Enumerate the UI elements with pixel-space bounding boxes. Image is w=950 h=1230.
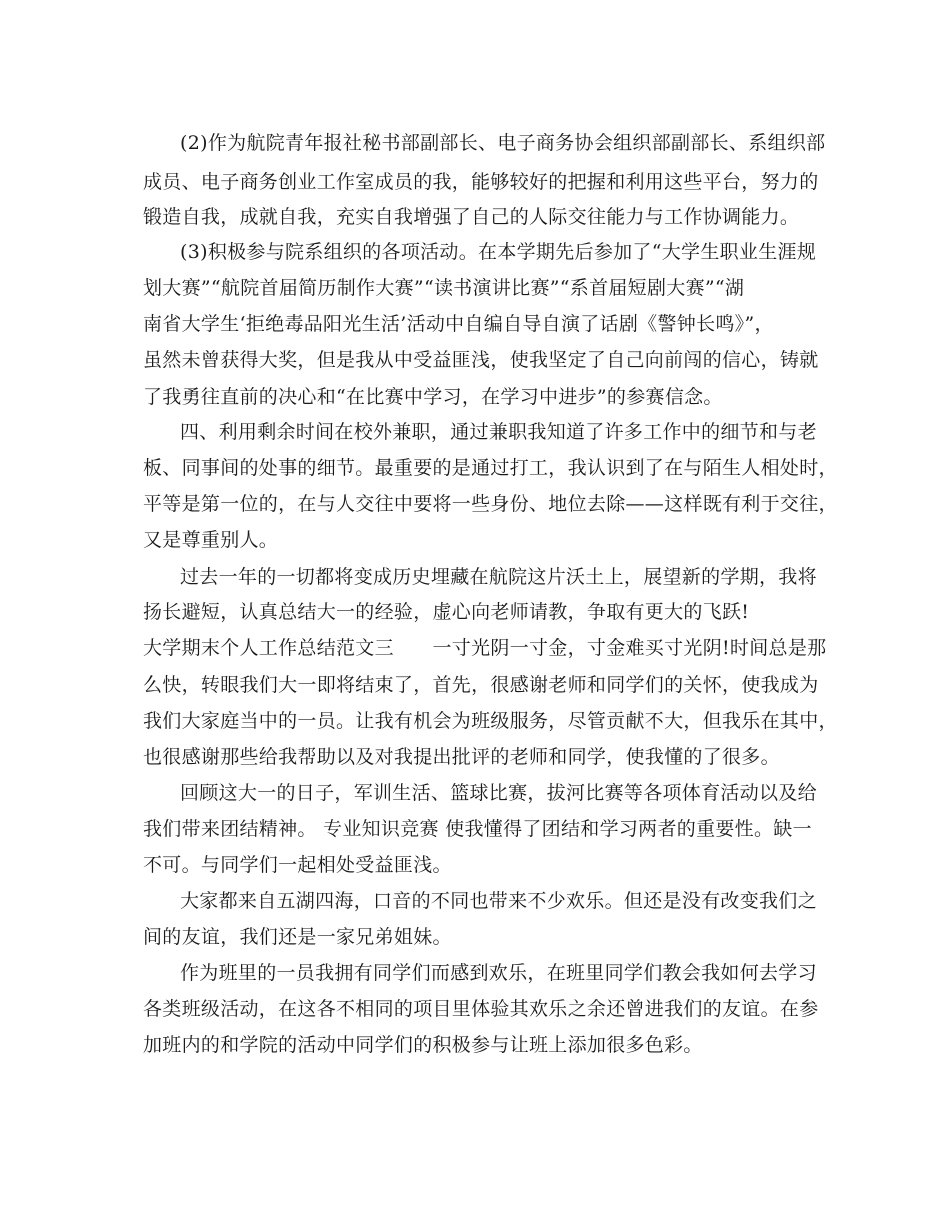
- text-line: 我们带来团结精神。 专业知识竞赛 使我懂得了团结和学习两者的重要性。缺一: [143, 818, 812, 840]
- text-line: (3)积极参与院系组织的各项活动。在本学期先后参加了“大学生职业生涯规: [180, 241, 817, 263]
- text-line: 作为班里的一员我拥有同学们而感到欢乐，在班里同学们教会我如何去学习: [180, 962, 817, 984]
- text-line: 我们大家庭当中的一员。让我有机会为班级服务，尽管贡献不大，但我乐在其中，: [143, 710, 838, 732]
- text-line: 锻造自我，成就自我，充实自我增强了自己的人际交往能力与工作协调能力。: [143, 206, 800, 228]
- text-line: 大学期末个人工作总结范文三 一寸光阴一寸金，寸金难买寸光阴!时间总是那: [143, 637, 827, 659]
- text-line: 大家都来自五湖四海，口音的不同也带来不少欢乐。但还是没有改变我们之: [180, 890, 817, 912]
- text-line: (2)作为航院青年报社秘书部副部长、电子商务协会组织部副部长、系组织部: [180, 132, 826, 154]
- text-line: 成员、电子商务创业工作室成员的我，能够较好的把握和利用这些平台，努力的: [143, 171, 819, 193]
- text-line: 南省大学生‘拒绝毒品阳光生活’活动中自编自导自演了话剧《警钟长鸣》”，: [143, 313, 774, 335]
- text-line: 扬长避短，认真总结大一的经验，虚心向老师请教，争取有更大的飞跃!: [143, 601, 750, 623]
- text-line: 四、利用剩余时间在校外兼职，通过兼职我知道了许多工作中的细节和与老: [180, 421, 817, 443]
- text-line: 过去一年的一切都将变成历史埋藏在航院这片沃土上，展望新的学期，我将: [180, 566, 817, 588]
- text-line: 又是尊重别人。: [143, 529, 279, 551]
- text-line: 各类班级活动，在这各不相同的项目里体验其欢乐之余还曾进我们的友谊。在参: [143, 998, 819, 1020]
- text-line: 加班内的和学院的活动中同学们的积极参与让班上添加很多色彩。: [143, 1034, 703, 1056]
- text-line: 板、同事间的处事的细节。最重要的是通过打工，我认识到了在与陌生人相处时，: [143, 457, 838, 479]
- text-line: 不可。与同学们一起相处受益匪浅。: [143, 854, 452, 876]
- text-line: 平等是第一位的，在与人交往中要将一些身份、地位去除——这样既有利于交往，: [143, 493, 838, 515]
- text-line: 回顾这大一的日子，军训生活、篮球比赛，拔河比赛等各项体育活动以及给: [180, 782, 817, 804]
- text-line: 划大赛”“航院首届简历制作大赛”“读书演讲比赛”“系首届短剧大赛”“湖: [143, 277, 745, 299]
- text-line: 间的友谊，我们还是一家兄弟姐妹。: [143, 926, 452, 948]
- text-line: 了我勇往直前的决心和“在比赛中学习，在学习中进步”的参赛信念。: [143, 386, 723, 408]
- text-line: 么快，转眼我们大一即将结束了，首先，很感谢老师和同学们的关怀，使我成为: [143, 674, 819, 696]
- text-line: 虽然未曾获得大奖，但是我从中受益匪浅，使我坚定了自己向前闯的信心，铸就: [143, 349, 819, 371]
- text-line: 也很感谢那些给我帮助以及对我提出批评的老师和同学，使我懂的了很多。: [143, 746, 780, 768]
